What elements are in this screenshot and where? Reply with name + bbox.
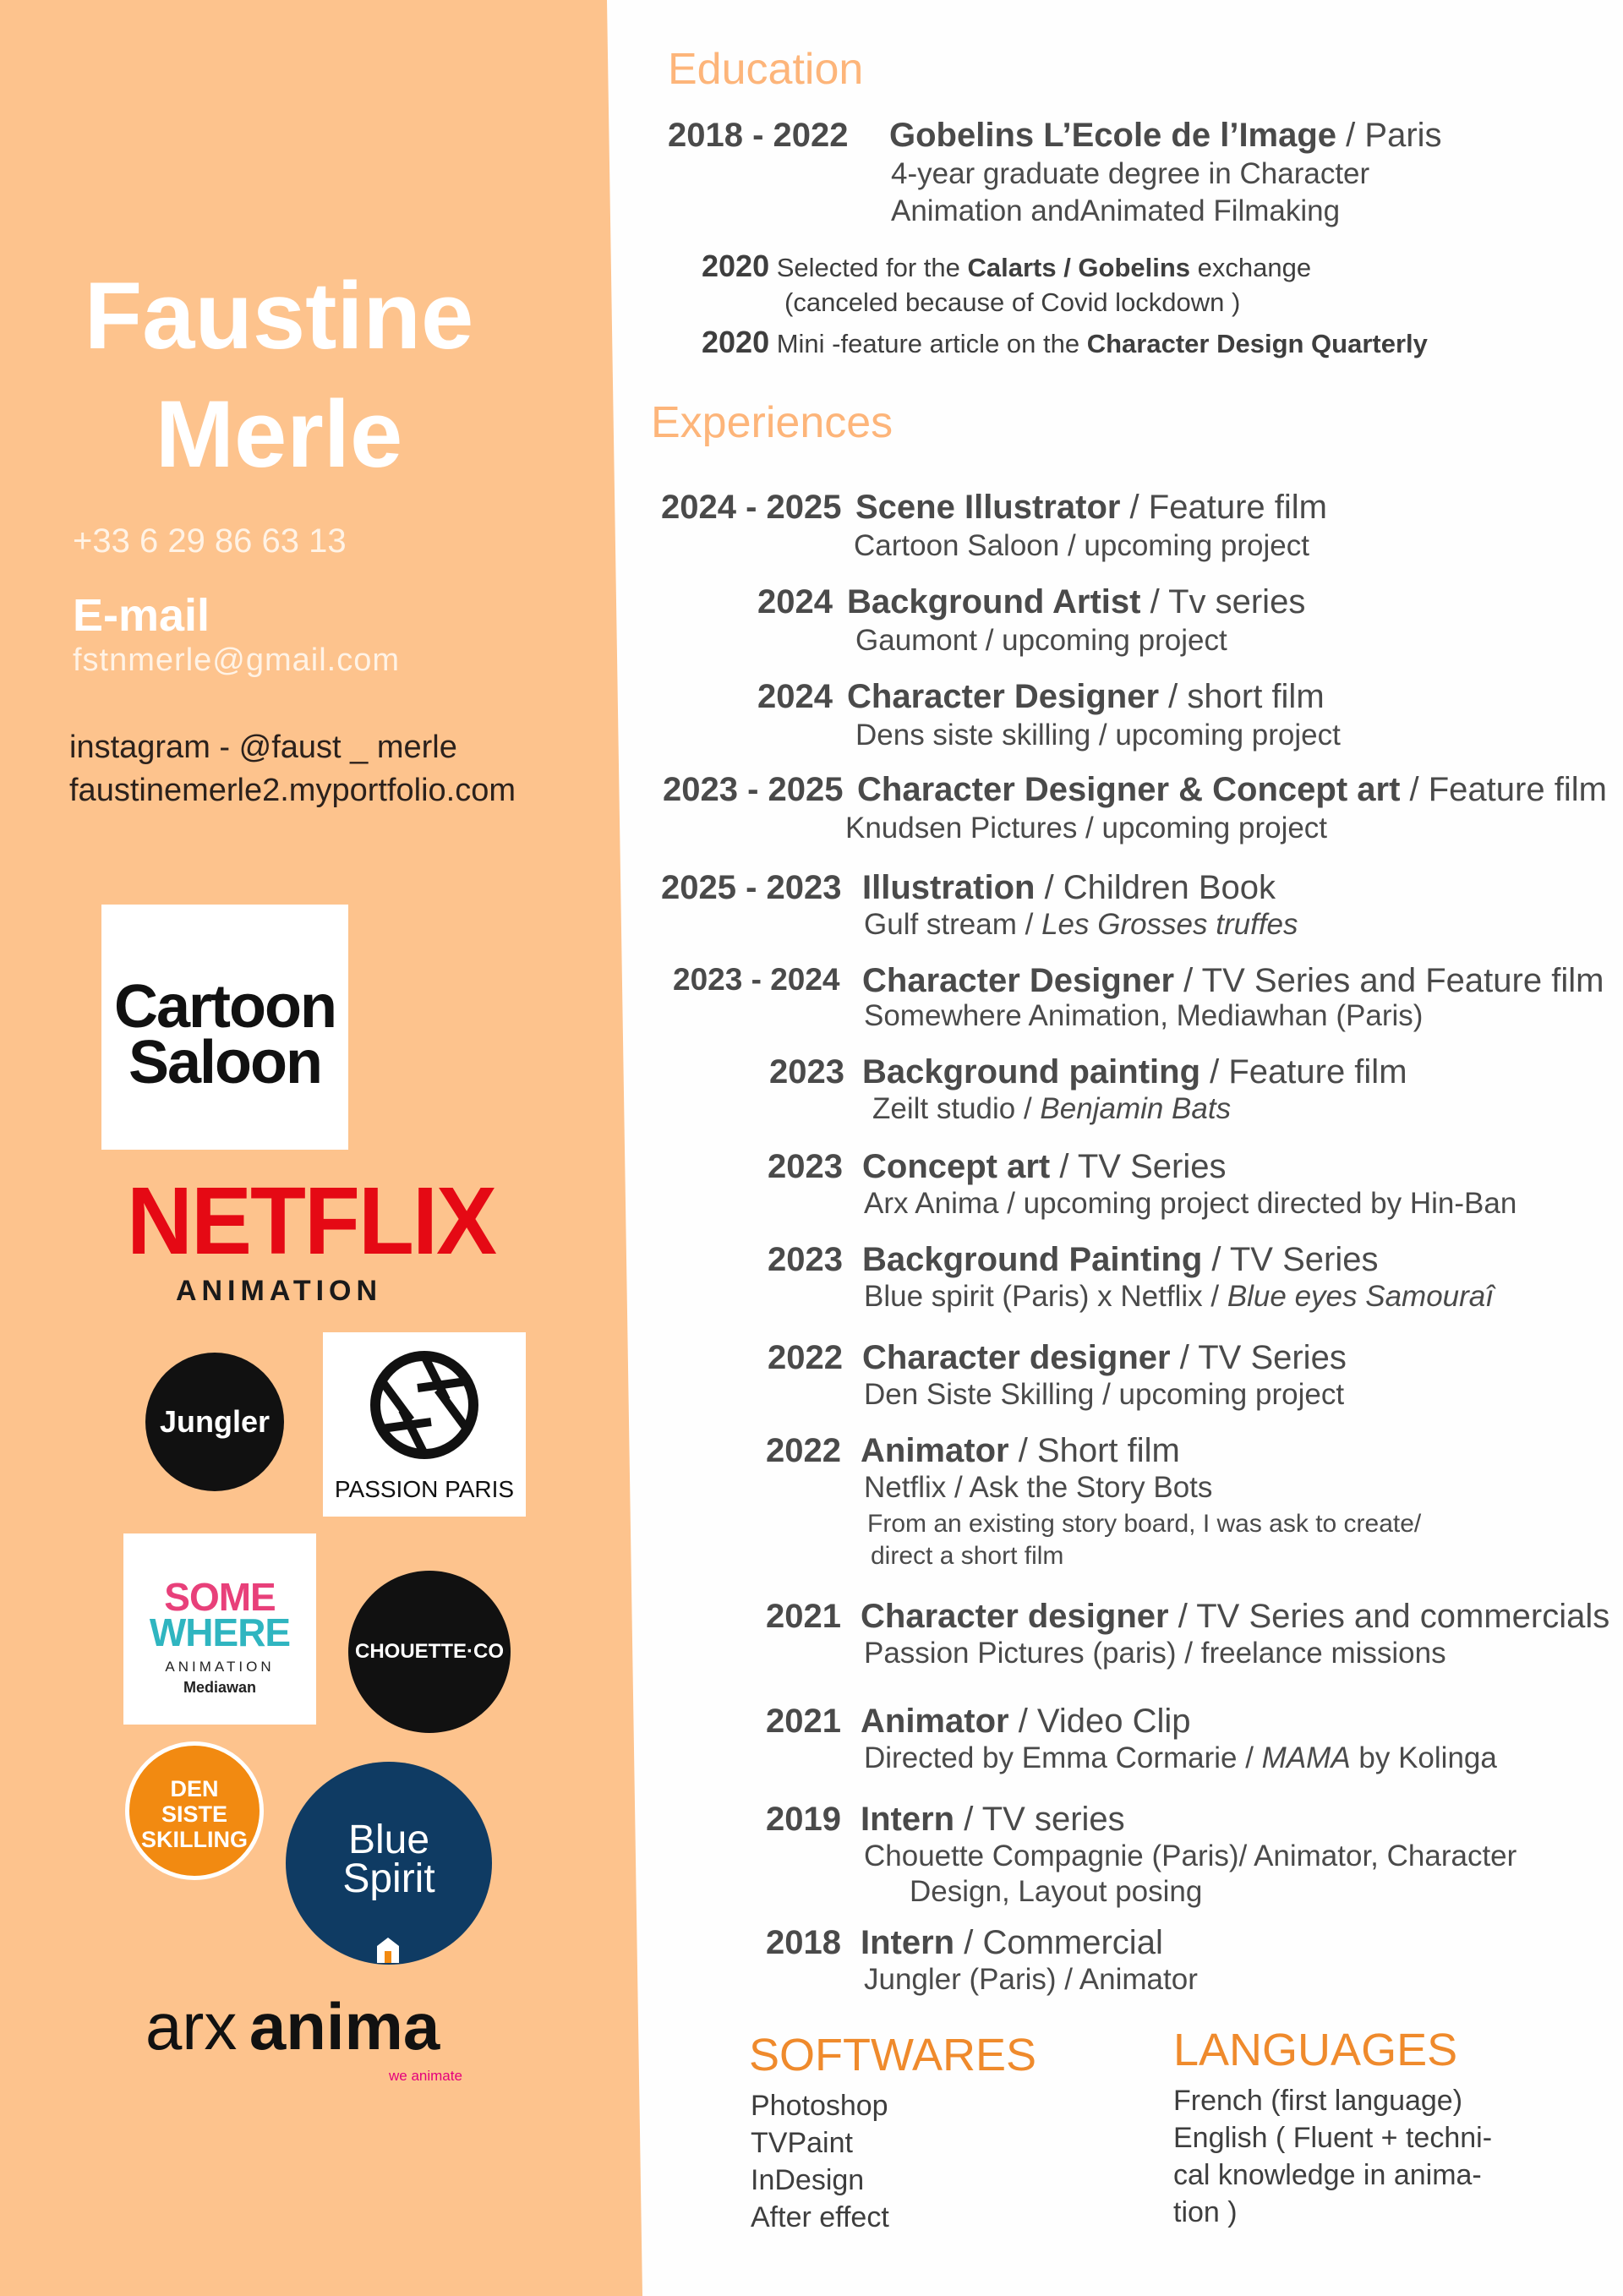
exp-title [847, 678, 1325, 716]
exp-role: Background painting [862, 1053, 1200, 1091]
exp-title [857, 771, 1607, 809]
exp-years: 2022 [766, 1432, 841, 1469]
phone-number: +33 6 29 86 63 13 [73, 522, 347, 560]
exp-years: 2024 [757, 583, 833, 620]
exp-title [861, 1703, 1191, 1741]
exp-detail: Dens siste skilling / upcoming project [855, 719, 1341, 752]
exp-years: 2024 [757, 678, 833, 715]
exp-detail: Passion Pictures (paris) / freelance missions [864, 1637, 1446, 1670]
exp-kind: / Video Clip [1008, 1703, 1191, 1740]
exp-years: 2021 [766, 1703, 841, 1740]
exp-role: Animator [861, 1432, 1009, 1469]
passion-paris-logo [323, 1332, 526, 1517]
exp-role: Scene Illustrator [855, 489, 1121, 526]
densiste-line2: SISTE [161, 1801, 228, 1827]
language-line: English ( Fluent + techni- [1173, 2122, 1493, 2154]
exp-detail: Somewhere Animation, Mediawhan (Paris) [864, 999, 1424, 1032]
exp-detail-text: Gulf stream / [864, 908, 1042, 941]
exp-title [861, 1598, 1609, 1636]
exp-years: 2023 [769, 1053, 844, 1091]
exp-kind: / TV Series [1050, 1148, 1227, 1185]
densiste-line3: SKILLING [141, 1827, 248, 1852]
exp-title [862, 1148, 1226, 1186]
exp-detail-italic: Les Grosses truffes [1041, 908, 1298, 941]
cartoon-saloon-logo [101, 905, 348, 1150]
software-item: After effect [751, 2201, 889, 2233]
education-note2-year: 2020 [702, 325, 770, 359]
exp-kind: / Feature film [1400, 771, 1607, 808]
exp-title [862, 1241, 1378, 1279]
education-heading: Education [668, 45, 864, 94]
exp-detail-text: Directed by Emma Cormarie / [864, 1741, 1262, 1774]
exp-extra-line1: From an existing story board, I was ask to create/ [867, 1510, 1422, 1538]
last-name: Merle [155, 381, 403, 487]
exp-detail-text: Zeilt studio / [872, 1092, 1041, 1125]
exp-title [861, 1801, 1125, 1839]
exp-kind: / TV Series [1202, 1241, 1379, 1278]
exp-detail [864, 1280, 1494, 1314]
densiste-line1: DEN [170, 1776, 219, 1801]
exp-kind: / TV Series and commercials [1168, 1598, 1610, 1635]
education-note-article [702, 325, 1428, 360]
education-note-exchange [702, 249, 1311, 284]
arx-tagline: we animate [389, 2068, 462, 2084]
exp-years: 2023 - 2025 [663, 771, 844, 808]
exp-detail: Cartoon Saloon / upcoming project [854, 529, 1309, 562]
language-line: cal knowledge in anima- [1173, 2159, 1482, 2191]
software-item: Photoshop [751, 2090, 888, 2122]
netflix-animation-logo [127, 1166, 495, 1308]
exp-kind: / Children Book [1035, 869, 1276, 906]
education-note1-line2: (canceled because of Covid lockdown ) [784, 287, 1241, 317]
exp-detail-italic: Benjamin Bats [1040, 1092, 1232, 1125]
exp-detail-text: Blue spirit (Paris) x Netflix / [864, 1280, 1227, 1313]
exp-detail-italic: Blue eyes Samouraî [1227, 1280, 1494, 1313]
aperture-icon [369, 1349, 480, 1461]
exp-detail: Jungler (Paris) / Animator [864, 1963, 1198, 1996]
exp-kind: / Commercial [954, 1924, 1163, 1961]
exp-detail: Arx Anima / upcoming project directed by Hin-Ban [864, 1187, 1517, 1220]
education-note1-tail: exchange [1190, 253, 1312, 282]
exp-extra-line2: direct a short film [871, 1542, 1064, 1570]
portfolio-link[interactable]: faustinemerle2.myportfolio.com [69, 773, 516, 808]
exp-role: Concept art [862, 1148, 1051, 1185]
exp-kind: / short film [1159, 678, 1325, 715]
education-note1-year: 2020 [702, 249, 770, 283]
exp-role: Animator [861, 1703, 1009, 1740]
exp-detail: Knudsen Pictures / upcoming project [845, 812, 1328, 845]
exp-years: 2025 - 2023 [661, 869, 842, 906]
exp-detail-italic: MAMA [1261, 1741, 1351, 1774]
exp-kind: / Tv series [1140, 583, 1306, 620]
exp-title [847, 583, 1305, 621]
exp-kind: / TV series [954, 1801, 1125, 1838]
exp-detail: Den Siste Skilling / upcoming project [864, 1378, 1345, 1411]
exp-role: Character Designer [847, 678, 1160, 715]
arx-anima-logo [145, 1988, 500, 2084]
somewhere-line1: SOME [164, 1575, 276, 1619]
bluespirit-line2: Spirit [342, 1856, 435, 1901]
education-note1-text: Selected for the [776, 253, 968, 282]
exp-years: 2022 [768, 1339, 843, 1376]
chouette-logo [348, 1571, 511, 1733]
exp-role: Background Artist [847, 583, 1141, 620]
den-siste-skilling-logo [125, 1741, 264, 1880]
passion-paris-wordmark: PASSION PARIS [334, 1476, 515, 1502]
exp-detail-tail: by Kolinga [1350, 1741, 1497, 1774]
exp-kind: / TV Series and Feature film [1174, 962, 1604, 999]
first-name: Faustine [84, 263, 474, 369]
exp-title [862, 1339, 1347, 1377]
education-city: / Paris [1346, 117, 1442, 154]
exp-kind: / Short film [1008, 1432, 1180, 1469]
mediawan-wordmark: Mediawan [183, 1679, 257, 1696]
exp-kind: / TV Series [1170, 1339, 1347, 1376]
exp-years: 2023 - 2024 [673, 962, 840, 997]
software-item: InDesign [751, 2164, 865, 2196]
exp-years: 2023 [768, 1241, 843, 1278]
somewhere-subtitle: ANIMATION [165, 1659, 275, 1675]
exp-detail: Chouette Compagnie (Paris)/ Animator, Character [864, 1840, 1517, 1872]
netflix-subtitle: ANIMATION [175, 1275, 383, 1307]
exp-kind: / Feature film [1200, 1053, 1407, 1091]
education-school: Gobelins L’Ecole de l’Image [889, 117, 1337, 154]
somewhere-line2: WHERE [149, 1610, 291, 1654]
exp-role: Character Designer & Concept art [857, 771, 1401, 808]
education-note2-text: Mini -feature article on the [776, 329, 1087, 358]
exp-title [861, 1432, 1180, 1470]
exp-title [862, 1053, 1407, 1091]
language-line: French (first language) [1173, 2085, 1463, 2117]
softwares-heading: SOFTWARES [749, 2030, 1037, 2080]
instagram-handle[interactable]: instagram - @faust _ merle [69, 730, 457, 765]
education-note2-bold: Character Design Quarterly [1086, 329, 1428, 358]
exp-role: Character designer [861, 1598, 1169, 1635]
exp-role: Intern [861, 1924, 955, 1961]
exp-years: 2023 [768, 1148, 843, 1185]
exp-role: Intern [861, 1801, 955, 1838]
blue-spirit-logo [286, 1762, 492, 1965]
exp-role: Background Painting [862, 1241, 1203, 1278]
exp-detail: Netflix / Ask the Story Bots [864, 1471, 1213, 1504]
education-degree-line2: Animation andAnimated Filmaking [891, 194, 1341, 227]
exp-kind: / Feature film [1120, 489, 1327, 526]
bluespirit-line1: Blue [347, 1818, 430, 1862]
arx-wordmark: arx [145, 1989, 238, 2064]
exp-years: 2024 - 2025 [661, 489, 842, 526]
house-icon [377, 1938, 399, 1963]
anima-wordmark: anima [249, 1989, 440, 2064]
education-years: 2018 - 2022 [668, 117, 849, 154]
software-item: TVPaint [751, 2127, 853, 2159]
experiences-heading: Experiences [651, 398, 893, 447]
exp-role: Character designer [862, 1339, 1171, 1376]
exp-title [862, 962, 1604, 1000]
exp-title [861, 1924, 1163, 1962]
exp-years: 2021 [766, 1598, 841, 1635]
netflix-wordmark: NETFLIX [127, 1166, 495, 1274]
exp-years: 2019 [766, 1801, 841, 1838]
exp-title [855, 489, 1327, 527]
exp-detail: Gaumont / upcoming project [855, 624, 1227, 657]
exp-detail-line2: Design, Layout posing [910, 1875, 1203, 1908]
cartoon-logo-line2: Saloon [128, 1029, 321, 1096]
jungler-logo [145, 1353, 284, 1491]
jungler-wordmark: Jungler [159, 1404, 270, 1439]
email-address[interactable]: fstnmerle@gmail.com [73, 642, 400, 678]
exp-title [862, 869, 1276, 907]
chouette-wordmark: CHOUETTE·CO [355, 1640, 504, 1663]
exp-role: Illustration [862, 869, 1036, 906]
exp-years: 2018 [766, 1924, 841, 1961]
exp-detail [872, 1092, 1231, 1126]
exp-detail [864, 908, 1298, 942]
languages-heading: LANGUAGES [1173, 2025, 1458, 2075]
exp-detail [864, 1741, 1497, 1775]
email-label: E-mail [73, 590, 210, 641]
education-degree-line1: 4-year graduate degree in Character [891, 157, 1370, 190]
language-line: tion ) [1173, 2196, 1238, 2228]
education-note1-bold: Calarts / Gobelins [967, 253, 1191, 282]
somewhere-animation-logo [123, 1533, 316, 1725]
exp-role: Character Designer [862, 962, 1175, 999]
cartoon-logo-line1: Cartoon [114, 973, 336, 1041]
